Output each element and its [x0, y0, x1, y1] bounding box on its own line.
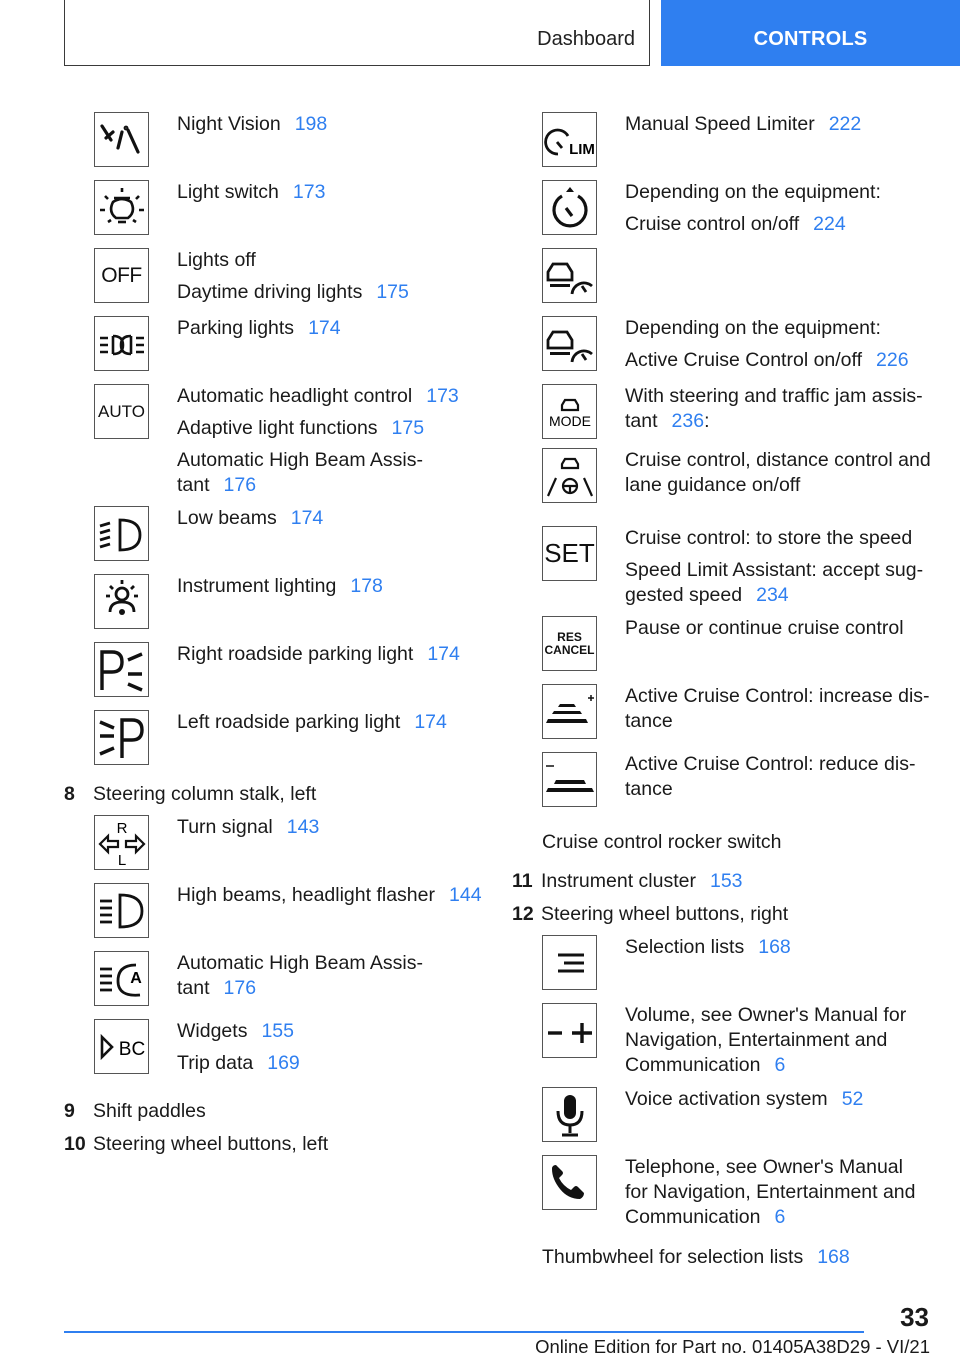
bc-button-icon: [94, 1019, 149, 1074]
page-link[interactable]: 155: [261, 1020, 294, 1042]
reduce-distance-icon: [542, 752, 597, 807]
label: Navigation, Entertainment and: [625, 1029, 888, 1051]
parking-lights-icon: [94, 316, 149, 371]
page-link[interactable]: 174: [290, 507, 324, 529]
lights-off-icon: [94, 248, 149, 303]
entry-volume: [542, 1003, 932, 1087]
label: Night Vision: [177, 113, 281, 135]
label: Active Cruise Control on/off: [625, 349, 862, 371]
auto-high-beam-icon: [94, 951, 149, 1006]
icon-text: LIM: [568, 140, 595, 158]
lane-guidance-icon: [542, 448, 597, 503]
page-link[interactable]: 6: [774, 1206, 786, 1228]
item-8-heading: [64, 782, 482, 807]
label: Cruise control, distance control and: [625, 449, 931, 471]
entry-instrument-lighting: [94, 574, 482, 642]
page-number: 33: [900, 1302, 929, 1332]
item-title: Steering column stalk, left: [93, 783, 317, 805]
night-vision-icon: [94, 112, 149, 167]
label: Adaptive light functions: [177, 417, 378, 439]
entry-active-cruise-control: [542, 316, 932, 384]
auto-headlight-icon: [94, 384, 149, 439]
header-tab-controls[interactable]: [661, 0, 960, 66]
item-9-heading: [64, 1099, 482, 1124]
page-link[interactable]: 226: [876, 349, 909, 371]
label: Depending on the equipment:: [625, 181, 881, 203]
page-link[interactable]: 144: [449, 884, 482, 906]
label: Turn signal: [177, 816, 273, 838]
label: tant: [177, 474, 210, 496]
entry-turn-signal: [94, 815, 482, 883]
entry-res-cancel: [542, 616, 932, 684]
icon-text: OFF: [101, 263, 142, 287]
page-link[interactable]: 234: [756, 584, 789, 606]
high-beams-icon: [94, 883, 149, 938]
footer-edition: Online Edition for Part no. 01405A38D29 - VI/21: [535, 1336, 930, 1357]
page-link[interactable]: 52: [841, 1088, 864, 1110]
header-frame: [64, 0, 650, 66]
label: Trip data: [177, 1052, 254, 1074]
volume-icon: [542, 1003, 597, 1058]
icon-text: BC: [118, 1038, 145, 1060]
page-link[interactable]: 143: [286, 816, 320, 838]
entry-reduce-distance: [542, 752, 932, 820]
active-cruise-icon: [542, 248, 597, 303]
increase-distance-icon: [542, 684, 597, 739]
page-link[interactable]: 176: [223, 977, 257, 999]
label: Cruise control: to store the speed: [625, 527, 913, 549]
entry-lane-guidance: [542, 448, 932, 526]
entry-parking-lights: [94, 316, 482, 384]
telephone-icon: [542, 1155, 597, 1210]
label: Communication: [625, 1206, 761, 1228]
label: Cruise control on/off: [625, 213, 800, 235]
icon-text: RES: [557, 629, 582, 644]
entry-telephone: [542, 1155, 932, 1237]
label: Manual Speed Limiter: [625, 113, 815, 135]
low-beams-icon: [94, 506, 149, 561]
thumbwheel-label: [542, 1245, 932, 1270]
entry-selection-lists: [542, 935, 932, 1003]
speed-limiter-icon: [542, 112, 597, 167]
set-button-icon: [542, 526, 597, 581]
label: Telephone, see Owner's Manual: [625, 1156, 903, 1178]
label: Depending on the equipment:: [625, 317, 881, 339]
label: Daytime driving lights: [177, 281, 363, 303]
label: tance: [625, 710, 673, 732]
icon-text: CANCEL: [544, 642, 595, 657]
entry-light-switch: [94, 180, 482, 248]
page-link[interactable]: 198: [294, 113, 328, 135]
page-link[interactable]: 169: [267, 1052, 300, 1074]
footer-divider: [64, 1331, 864, 1333]
entry-low-beams: [94, 506, 482, 574]
label: Low beams: [177, 507, 277, 529]
label: Left roadside parking light: [177, 711, 401, 733]
entry-increase-distance: [542, 684, 932, 752]
header-section-title: Dashboard: [537, 28, 635, 50]
entry-lights-off: [94, 248, 482, 316]
label: Parking lights: [177, 317, 295, 339]
label: Speed Limit Assistant: accept sug-: [625, 559, 924, 581]
page-link[interactable]: 175: [376, 281, 409, 303]
item-number: 9: [64, 1100, 75, 1122]
label: High beams, headlight flasher: [177, 884, 435, 906]
header-tab-label: CONTROLS: [753, 28, 868, 50]
entry-set-button: [542, 526, 932, 616]
punctuation: :: [704, 410, 710, 432]
item-number: 11: [512, 870, 533, 892]
entry-auto-high-beam: [94, 951, 482, 1019]
page-link[interactable]: 168: [817, 1246, 850, 1268]
label: Automatic High Beam Assis-: [177, 449, 424, 471]
item-12-heading: [512, 902, 932, 927]
icon-text: MODE: [548, 412, 591, 429]
item-number: 12: [512, 903, 534, 925]
entry-voice-activation: [542, 1087, 932, 1155]
label: Volume, see Owner's Manual for: [625, 1004, 907, 1026]
light-switch-icon: [94, 180, 149, 235]
list-icon: [542, 935, 597, 990]
label: Automatic headlight control: [177, 385, 413, 407]
item-title: Instrument cluster: [541, 870, 696, 892]
label: Widgets: [177, 1020, 248, 1042]
icon-text: SET: [544, 538, 595, 568]
instrument-lighting-icon: [94, 574, 149, 629]
left-parking-light-icon: [94, 710, 149, 765]
label: Active Cruise Control: reduce dis-: [625, 753, 916, 775]
entry-right-roadside-parking: [94, 642, 482, 710]
turn-signal-icon: [94, 815, 149, 870]
entry-auto-headlight: [94, 384, 482, 506]
item-title: Steering wheel buttons, right: [541, 903, 789, 925]
label: Light switch: [177, 181, 279, 203]
page-link[interactable]: 174: [308, 317, 341, 339]
cruise-control-icon: [542, 180, 597, 235]
label: Selection lists: [625, 936, 745, 958]
page-link[interactable]: 153: [709, 870, 743, 892]
page-link[interactable]: 173: [426, 385, 459, 407]
entry-high-beams: [94, 883, 482, 951]
label: Pause or continue cruise control: [625, 617, 904, 639]
label: Instrument lighting: [177, 575, 337, 597]
page-link[interactable]: 236: [671, 410, 705, 432]
icon-text: R: [116, 819, 127, 837]
label: Active Cruise Control: increase dis-: [625, 685, 930, 707]
page-link[interactable]: 6: [774, 1054, 786, 1076]
item-11-heading: [512, 869, 932, 894]
page-link[interactable]: 224: [813, 213, 846, 235]
res-cancel-icon: [542, 616, 597, 671]
item-number: 10: [64, 1133, 86, 1155]
label: for Navigation, Entertainment and: [625, 1181, 916, 1203]
label: Thumbwheel for selection lists: [542, 1246, 804, 1268]
page-link[interactable]: 173: [292, 181, 326, 203]
label: tant: [177, 977, 210, 999]
entry-cruise-control: [542, 180, 932, 248]
page-link[interactable]: 222: [828, 113, 862, 135]
icon-text: AUTO: [98, 401, 145, 421]
entry-manual-speed-limiter: [542, 112, 932, 180]
item-10-heading: [64, 1132, 482, 1157]
label: lane guidance on/off: [625, 474, 801, 496]
label: Communication: [625, 1054, 761, 1076]
page-link[interactable]: 175: [391, 417, 425, 439]
page-link[interactable]: 174: [414, 711, 447, 733]
label: tance: [625, 778, 673, 800]
item-number: 8: [64, 783, 75, 805]
label: Right roadside parking light: [177, 643, 414, 665]
page-link[interactable]: 174: [427, 643, 460, 665]
icon-text: A: [129, 969, 142, 987]
right-parking-light-icon: [94, 642, 149, 697]
mode-button-icon: [542, 384, 597, 439]
label: Automatic High Beam Assis-: [177, 952, 424, 974]
item-title: Steering wheel buttons, left: [93, 1133, 329, 1155]
entry-left-roadside-parking: [94, 710, 482, 778]
right-column: [512, 112, 932, 1280]
entry-acc-icon-only: [542, 248, 932, 316]
label: Lights off: [177, 249, 256, 271]
icon-text: L: [117, 851, 126, 869]
rocker-switch-label: Cruise control rocker switch: [542, 831, 782, 853]
active-cruise-icon: [542, 316, 597, 371]
page-link[interactable]: 176: [223, 474, 257, 496]
left-column: [64, 112, 482, 1165]
label: tant: [625, 410, 658, 432]
page-link[interactable]: 168: [758, 936, 791, 958]
microphone-icon: [542, 1087, 597, 1142]
item-title: Shift paddles: [93, 1100, 206, 1122]
page-link[interactable]: 178: [350, 575, 383, 597]
entry-night-vision: [94, 112, 482, 180]
entry-mode-button: [542, 384, 932, 448]
label: Voice activation system: [625, 1088, 828, 1110]
label: gested speed: [625, 584, 743, 606]
label: With steering and traffic jam assis-: [625, 385, 923, 407]
entry-widgets: [94, 1019, 482, 1095]
